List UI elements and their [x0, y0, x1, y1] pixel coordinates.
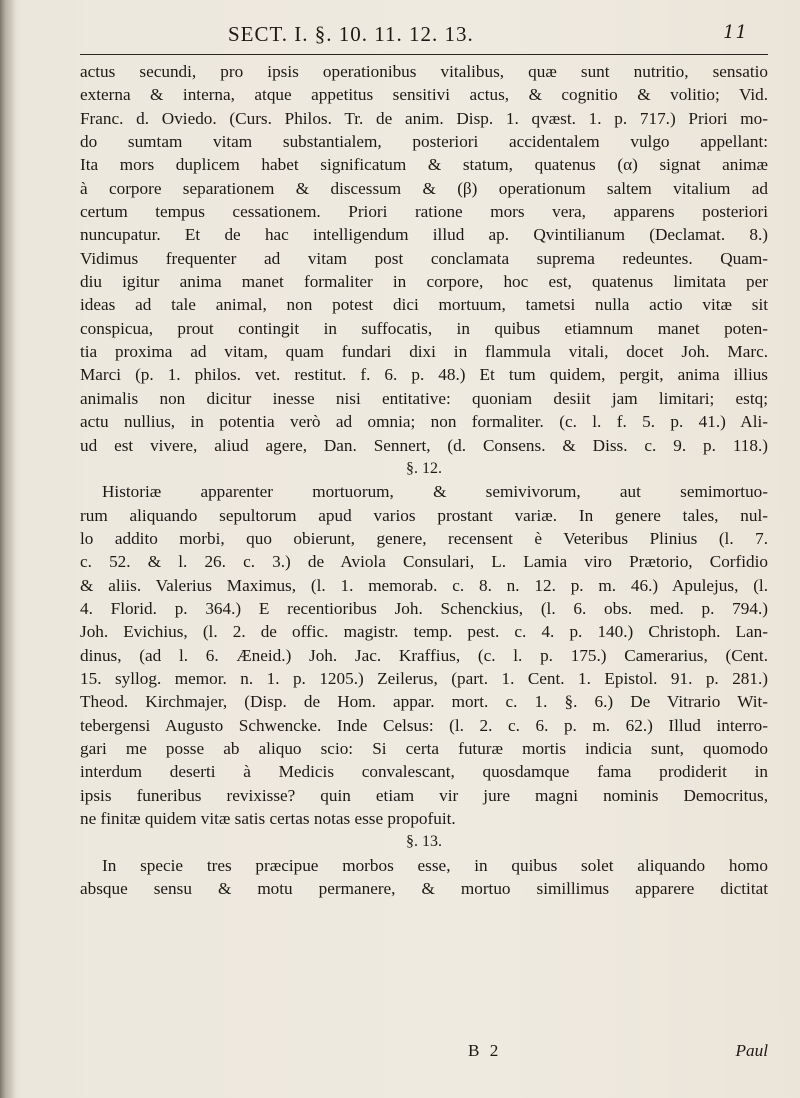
text-line: c. 52. & l. 26. c. 3.) de Aviola Consulari, L. Lamia viro Prætorio, Corfidio: [80, 552, 768, 572]
text-line: ud est vivere, aliud agere, Dan. Sennert, (d. Consens. & Diss. c. 9. p. 118.): [80, 435, 768, 455]
text-line: diu igitur anima manet formaliter in corpore, hoc est, quatenus limitata per: [80, 272, 768, 292]
text-line: Historiæ apparenter mortuorum, & semivivorum, aut semimortuo-: [102, 482, 768, 502]
text-line: Marci (p. 1. philos. vet. restitut. f. 6. p. 48.) Et tum quidem, pergit, anima illius: [80, 365, 768, 385]
section-number: §. 13.: [406, 833, 442, 851]
text-line: externa & interna, atque appetitus sensitivi actus, & cognitio & volitio; Vid.: [80, 85, 768, 105]
text-line: conspicua, prout contingit in suffocatis, in quibus etiamnum manet poten-: [80, 318, 768, 338]
text-line: Ita mors duplicem habet significatum & statum, quatenus (α) signat animæ: [80, 155, 768, 175]
text-line: In specie tres præcipue morbos esse, in quibus solet aliquando homo: [102, 855, 768, 875]
header-rule: [80, 54, 768, 55]
text-line: certum tempus cessationem. Priori ratione mors vera, apparens posteriori: [80, 202, 768, 222]
text-line: ipsis funeribus revixisse? quin etiam vir jure magni nominis Democritus,: [80, 785, 768, 805]
text-line: tebergensi Augusto Schwencke. Inde Celsus: (l. 2. c. 6. p. m. 62.) Illud interro-: [80, 715, 768, 735]
text-line: interdum deserti à Medicis convalescant, quosdamque fama prodiderit in: [80, 762, 768, 782]
text-line: tia proxima ad vitam, quam fundari dixi in flammula vitali, docet Joh. Marc.: [80, 342, 768, 362]
text-line: 4. Florid. p. 364.) E recentioribus Joh. Schenckius, (l. 6. obs. med. p. 794.): [80, 598, 768, 618]
text-line: ne finitæ quidem vitæ satis certas notas esse propofuit.: [80, 809, 456, 828]
text-line: rum aliquando sepultorum apud varios prostant variæ. In genere tales, nul-: [80, 505, 768, 525]
text-line: à corpore separationem & discessum & (β) operationum saltem vitalium ad: [80, 178, 768, 198]
text-line: animalis non dicitur inesse nisi entitative: quoniam desiit jam limitari; estq;: [80, 388, 768, 408]
section-number: §. 12.: [406, 459, 442, 477]
catchword: Paul: [735, 1041, 768, 1060]
text-line: & aliis. Valerius Maximus, (l. 1. memorab. c. 8. n. 12. p. m. 46.) Apulejus, (l.: [80, 575, 768, 595]
text-line: Franc. d. Oviedo. (Curs. Philos. Tr. de anim. Disp. 1. qvæst. 1. p. 717.) Priori mo-: [80, 108, 768, 128]
text-line: lo addito morbi, quo obierunt, genere, recensent è Veteribus Plinius (l. 7.: [80, 528, 768, 548]
text-line: actus secundi, pro ipsis operationibus vitalibus, quæ sunt nutritio, sensatio: [80, 62, 768, 81]
main-text-block: [80, 60, 768, 900]
binding-shadow: [0, 0, 16, 1098]
text-line: gari me posse ab aliquo scio: Si certa futuræ mortis indicia sunt, quomodo: [80, 738, 768, 758]
text-line: Vidimus frequenter ad vitam post conclamata suprema redeuntes. Quam-: [80, 248, 768, 268]
text-line: ideas ad tale animal, non potest dici mortuum, tametsi nulla actio vitæ sit: [80, 295, 768, 315]
text-line: absque sensu & motu permanere, & mortuo simillimus apparere dictitat: [80, 879, 768, 899]
page-number: 11: [723, 22, 748, 43]
section-reference: SECT. I. §. 10. 11. 12. 13.: [228, 22, 474, 46]
running-header: [228, 14, 748, 50]
text-line: Theod. Kirchmajer, (Disp. de Hom. appar. mort. c. 1. §. 6.) De Vitrario Wit-: [80, 692, 768, 712]
text-line: actu nullius, in potentia verò ad omnia; non formaliter. (c. l. f. 5. p. 41.) Ali-: [80, 412, 768, 432]
text-line: 15. syllog. memor. n. 1. p. 1205.) Zeilerus, (part. 1. Cent. 1. Epistol. 91. p. 281.): [80, 668, 768, 688]
signature-mark: B 2: [468, 1041, 502, 1060]
text-line: do sumtam vitam substantialem, posteriori accidentalem vulgo appellant:: [80, 132, 768, 152]
text-line: dinus, (ad l. 6. Æneid.) Joh. Jac. Kraffius, (c. l. p. 175.) Camerarius, (Cent.: [80, 645, 768, 665]
text-line: nuncupatur. Et de hac intelligendum illud ap. Qvintilianum (Declamat. 8.): [80, 225, 768, 245]
text-line: Joh. Evichius, (l. 2. de offic. magistr. temp. pest. c. 4. p. 140.) Christoph. Lan-: [80, 622, 768, 642]
page-footer: [80, 1041, 768, 1067]
